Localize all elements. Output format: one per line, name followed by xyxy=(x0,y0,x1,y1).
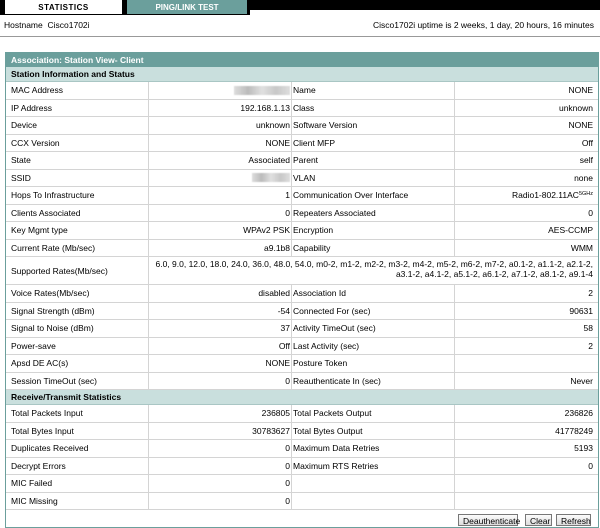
value-state: Associated xyxy=(248,155,290,166)
value-clients-associated: 0 xyxy=(285,207,290,218)
value-current-rate-mb-sec: a9.1b8 xyxy=(264,242,290,253)
value-signal-to-noise-dbm: 37 xyxy=(280,323,290,334)
hostname-label: Hostname xyxy=(4,20,43,30)
value-device: unknown xyxy=(255,120,290,131)
value-ssid xyxy=(150,170,290,187)
interface-name: Radio1-802.11AC xyxy=(511,190,579,201)
value-mac-address xyxy=(150,82,290,99)
table-row-supported-rates xyxy=(6,257,598,285)
value-last-activity-sec: 2 xyxy=(588,340,593,351)
deauthenticate-button[interactable]: Deauthenticate xyxy=(458,514,518,526)
value-empty xyxy=(456,475,593,492)
value-client-mfp: Off xyxy=(581,137,593,148)
label-signal-strength-dbm: Signal Strength (dBm) xyxy=(11,305,95,316)
value-apsd-de-ac-s: NONE xyxy=(265,358,290,369)
value-communication-over-interface xyxy=(456,187,593,204)
value-activity-timeout-sec: 58 xyxy=(583,323,593,334)
tab-ping-link-test[interactable]: PING/LINK TEST xyxy=(127,0,247,14)
redacted-value xyxy=(252,173,290,182)
button-bar xyxy=(6,511,598,527)
label-class: Class xyxy=(293,102,315,113)
table-row xyxy=(6,405,598,423)
label-maximum-data-retries: Maximum Data Retries xyxy=(293,443,380,454)
label-power-save: Power-save xyxy=(11,340,56,351)
station-info-table-2 xyxy=(6,285,598,390)
table-row xyxy=(6,205,598,223)
label-total-bytes-output: Total Bytes Output xyxy=(293,425,363,436)
table-row xyxy=(6,338,598,356)
value-maximum-rts-retries: 0 xyxy=(588,460,593,471)
clear-button[interactable]: Clear xyxy=(525,514,552,526)
table-row xyxy=(6,303,598,321)
label-name: Name xyxy=(293,85,316,96)
value-parent: self xyxy=(579,155,593,166)
table-row xyxy=(6,170,598,188)
band-superscript: 5GHz xyxy=(578,191,593,198)
redacted-value xyxy=(234,86,290,95)
tab-statistics[interactable]: STATISTICS xyxy=(5,0,122,14)
value-mic-failed: 0 xyxy=(285,478,290,489)
value-posture-token xyxy=(456,355,593,372)
value-decrypt-errors: 0 xyxy=(285,460,290,471)
value-class: unknown xyxy=(558,102,593,113)
value-name: NONE xyxy=(568,85,593,96)
label-hops-to-infrastructure: Hops To Infrastructure xyxy=(11,190,95,201)
value-voice-rates-mb-sec: disabled xyxy=(258,288,290,299)
value-empty xyxy=(456,493,593,510)
label-session-timeout-sec: Session TimeOut (sec) xyxy=(11,375,97,386)
label-key-mgmt-type: Key Mgmt type xyxy=(11,225,68,236)
label-capability: Capability xyxy=(293,242,331,253)
label-ssid: SSID xyxy=(11,172,31,183)
value-ccx-version: NONE xyxy=(265,137,290,148)
value-total-packets-input: 236805 xyxy=(261,408,290,419)
label-device: Device xyxy=(11,120,37,131)
label-decrypt-errors: Decrypt Errors xyxy=(11,460,66,471)
table-row xyxy=(6,355,598,373)
label-repeaters-associated: Repeaters Associated xyxy=(293,207,376,218)
label-ccx-version: CCX Version xyxy=(11,137,60,148)
label-activity-timeout-sec: Activity TimeOut (sec) xyxy=(293,323,376,334)
label-connected-for-sec: Connected For (sec) xyxy=(293,305,371,316)
table-row xyxy=(6,117,598,135)
value-power-save: Off xyxy=(278,340,290,351)
label-software-version: Software Version xyxy=(293,120,358,131)
value-key-mgmt-type: WPAv2 PSK xyxy=(243,225,290,236)
divider xyxy=(0,36,600,37)
section-rx-tx: Receive/Transmit Statistics xyxy=(6,390,598,405)
value-total-packets-output: 236826 xyxy=(564,408,593,419)
supported-rates-label: Supported Rates(Mb/sec) xyxy=(11,265,108,276)
table-row xyxy=(6,475,598,493)
table-row xyxy=(6,440,598,458)
value-connected-for-sec: 90631 xyxy=(569,305,593,316)
label-total-bytes-input: Total Bytes Input xyxy=(11,425,74,436)
label-total-packets-output: Total Packets Output xyxy=(293,408,372,419)
label-current-rate-mb-sec: Current Rate (Mb/sec) xyxy=(11,242,96,253)
label-total-packets-input: Total Packets Input xyxy=(11,408,83,419)
value-total-bytes-input: 30783627 xyxy=(252,425,290,436)
label-communication-over-interface: Communication Over Interface xyxy=(293,190,409,201)
tab-bar xyxy=(0,0,600,15)
label-association-id: Association Id xyxy=(293,288,346,299)
value-repeaters-associated: 0 xyxy=(588,207,593,218)
value-encryption: AES-CCMP xyxy=(548,225,593,236)
station-info-table xyxy=(6,82,598,257)
value-signal-strength-dbm: -54 xyxy=(277,305,290,316)
table-row xyxy=(6,423,598,441)
label-parent: Parent xyxy=(293,155,319,166)
label-signal-to-noise-dbm: Signal to Noise (dBm) xyxy=(11,323,94,334)
value-hops-to-infrastructure: 1 xyxy=(285,190,290,201)
tab-strip xyxy=(250,10,600,15)
table-row xyxy=(6,320,598,338)
label-clients-associated: Clients Associated xyxy=(11,207,81,218)
refresh-button[interactable]: Refresh xyxy=(556,514,591,526)
value-mic-missing: 0 xyxy=(285,495,290,506)
value-reauthenticate-in-sec: Never xyxy=(570,375,593,386)
section-station-info: Station Information and Status xyxy=(6,67,598,82)
panel-title: Association: Station View- Client xyxy=(6,53,598,67)
label-apsd-de-ac-s: Apsd DE AC(s) xyxy=(11,358,69,369)
table-row xyxy=(6,373,598,391)
label-vlan: VLAN xyxy=(293,172,316,183)
supported-rates-value: 6.0, 9.0, 12.0, 18.0, 24.0, 36.0, 48.0, 54.0, m0-2, m1-2, m2-2, m3-2, m4-2, m5-2, m6-2, m7-2, a0.1-2, a1.1-2, a2.1-2, a3.1-2, a4.1-2, a5.1-2, a6.1-2, a7.1-2, a8.1-2, a9.1-4 xyxy=(155,259,593,279)
host-info xyxy=(4,20,596,30)
association-panel xyxy=(5,52,599,528)
label-mac-address: MAC Address xyxy=(11,85,63,96)
uptime-text: Cisco1702i uptime is 2 weeks, 1 day, 20 hours, 16 minutes xyxy=(373,20,594,30)
table-row xyxy=(6,100,598,118)
value-duplicates-received: 0 xyxy=(285,443,290,454)
hostname-value: Cisco1702i xyxy=(47,20,90,30)
label-duplicates-received: Duplicates Received xyxy=(11,443,89,454)
table-row xyxy=(6,152,598,170)
table-row xyxy=(6,82,598,100)
table-row xyxy=(6,458,598,476)
value-capability: WMM xyxy=(570,242,593,253)
label-encryption: Encryption xyxy=(293,225,334,236)
label-last-activity-sec: Last Activity (sec) xyxy=(293,340,360,351)
table-row xyxy=(6,493,598,511)
label-posture-token: Posture Token xyxy=(293,358,348,369)
table-row xyxy=(6,285,598,303)
table-row xyxy=(6,135,598,153)
label-reauthenticate-in-sec: Reauthenticate In (sec) xyxy=(293,375,381,386)
label-mic-missing: MIC Missing xyxy=(11,495,58,506)
label-client-mfp: Client MFP xyxy=(293,137,336,148)
table-row xyxy=(6,187,598,205)
rx-tx-table xyxy=(6,405,598,510)
value-vlan: none xyxy=(574,172,593,183)
value-maximum-data-retries: 5193 xyxy=(574,443,593,454)
table-row xyxy=(6,222,598,240)
label-mic-failed: MIC Failed xyxy=(11,478,53,489)
value-session-timeout-sec: 0 xyxy=(285,375,290,386)
value-ip-address: 192.168.1.13 xyxy=(240,102,290,113)
label-ip-address: IP Address xyxy=(11,102,52,113)
value-association-id: 2 xyxy=(588,288,593,299)
table-row xyxy=(6,240,598,258)
value-software-version: NONE xyxy=(568,120,593,131)
label-maximum-rts-retries: Maximum RTS Retries xyxy=(293,460,379,471)
value-total-bytes-output: 41778249 xyxy=(555,425,593,436)
label-voice-rates-mb-sec: Voice Rates(Mb/sec) xyxy=(11,288,90,299)
label-state: State xyxy=(11,155,31,166)
